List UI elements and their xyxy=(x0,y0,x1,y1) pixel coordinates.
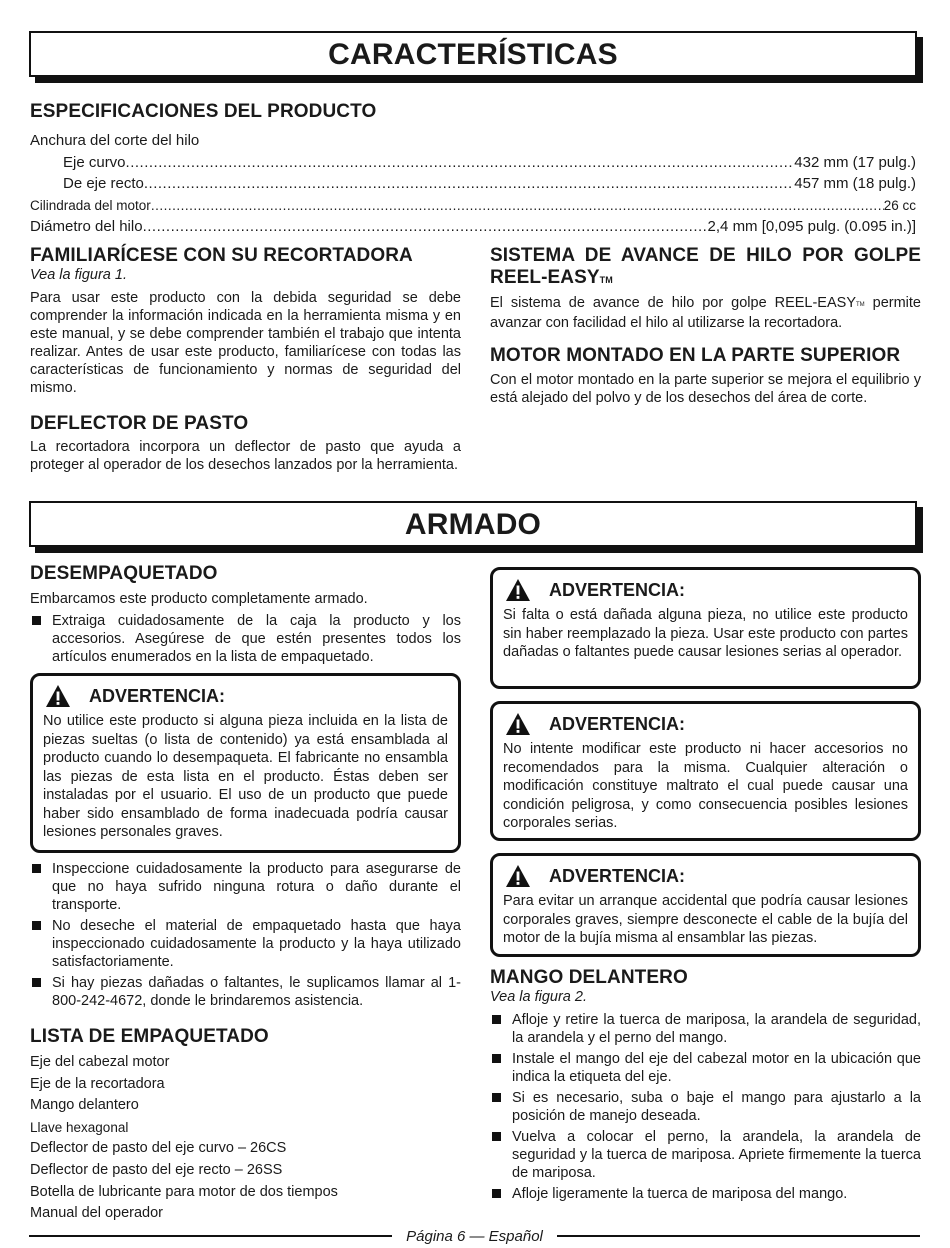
reel-easy-body-start: El sistema de avance de hilo por golpe REEL-EASY xyxy=(490,295,856,311)
front-handle-steps xyxy=(490,1011,921,1203)
spec-cut-width-label-row xyxy=(30,130,916,152)
reel-easy-heading-line2: REEL-EASY xyxy=(490,267,600,288)
list-item xyxy=(490,1128,921,1182)
spec-label: Diámetro del hilo xyxy=(30,218,143,235)
list-item xyxy=(30,917,461,971)
motor-section xyxy=(490,345,921,407)
packing-item: Deflector de pasto del eje curvo – 26CS xyxy=(30,1140,287,1157)
dot-leader xyxy=(126,152,795,174)
dot-leader xyxy=(144,173,794,195)
packing-item: Eje de la recortadora xyxy=(30,1075,165,1092)
deflector-body: La recortadora incorpora un deflector de pasto que ayuda a proteger al operador de los desechos lanzados por la herramienta. xyxy=(30,439,461,473)
section-title: ARMADO xyxy=(404,508,542,541)
reel-easy-section xyxy=(490,245,921,332)
familiarize-heading: FAMILIARÍCESE CON SU RECORTADORA xyxy=(30,245,413,266)
spec-row xyxy=(30,152,916,174)
motor-heading: MOTOR MONTADO EN LA PARTE SUPERIOR xyxy=(490,345,901,366)
section-title: CARACTERÍSTICAS xyxy=(328,38,618,71)
warning-box-missing-parts xyxy=(490,567,921,689)
footer-rule-right xyxy=(557,1235,920,1237)
spec-cut-width-label: Anchura del corte del hilo xyxy=(30,132,200,149)
unpacking-list xyxy=(30,612,461,666)
warning-box-preassembled xyxy=(30,673,461,853)
list-item-text: Afloje ligeramente la tuerca de mariposa del mango. xyxy=(512,1186,848,1202)
deflector-section xyxy=(30,413,461,474)
spec-row xyxy=(30,173,916,195)
reel-easy-heading xyxy=(490,245,921,291)
packing-list-heading: LISTA DE EMPAQUETADO xyxy=(30,1026,269,1047)
trademark-mark: TM xyxy=(599,275,613,285)
familiarize-body: Para usar este producto con la debida seguridad se debe comprender la información indicada en la herramienta misma y en este manual, y se debe comprender también el trabajo que intenta realizar. Antes de usar este producto, familiarícese con todas las características de funcionamiento y normas de seguridad del mismo. xyxy=(30,290,461,396)
square-bullet-icon xyxy=(492,1132,501,1141)
spec-value: 432 mm (17 pulg.) xyxy=(794,153,916,171)
warning-text: No utilice este producto si alguna pieza incluida en la lista de piezas sueltas (o lista de contenido) ya está ensamblada al producto cuando lo desempaqueta. El fabricante no ensambla las piezas de esta lista en el producto. Éstas deben ser instaladas por el usuario. El uso de un producto que puede haber sido ensamblado de forma inadecuada podría causar lesiones personales graves. xyxy=(43,713,448,840)
list-item-text: Instale el mango del eje del cabezal motor en la ubicación que indica la etiqueta del eje. xyxy=(512,1051,921,1085)
list-item xyxy=(30,860,461,914)
spec-label: Cilindrada del motor xyxy=(30,197,151,213)
section-banner-caracteristicas xyxy=(29,31,917,77)
unpacking-more-steps xyxy=(30,860,461,1013)
warning-header xyxy=(503,578,908,602)
list-item xyxy=(490,1089,921,1125)
list-item-text: Inspeccione cuidadosamente la producto para asegurarse de que no haya sufrido ninguna rotura o daño durante el transporte. xyxy=(52,861,461,913)
specifications-heading: ESPECIFICACIONES DEL PRODUCTO xyxy=(30,101,377,122)
figure-reference: Vea la figura 2. xyxy=(490,989,587,1005)
familiarize-section xyxy=(30,245,461,397)
list-item xyxy=(490,1011,921,1047)
square-bullet-icon xyxy=(492,1054,501,1063)
square-bullet-icon xyxy=(32,921,41,930)
list-item-text: Si es necesario, suba o baje el mango para ajustarlo a la posición de manejo deseada. xyxy=(512,1090,921,1124)
warning-box-modifications xyxy=(490,701,921,841)
square-bullet-icon xyxy=(492,1093,501,1102)
deflector-heading: DEFLECTOR DE PASTO xyxy=(30,413,249,434)
front-handle-section xyxy=(490,967,921,1206)
reel-easy-body-end: permite avanzar con facilidad el hilo al utilizarse la recortadora. xyxy=(490,295,921,331)
packing-item: Botella de lubricante para motor de dos tiempos xyxy=(30,1183,338,1200)
section-banner-armado xyxy=(29,501,917,547)
warning-text: Para evitar un arranque accidental que podría causar lesiones corporales graves, siempre desconecte el cable de la bujía del motor de la bujía misma al ensamblar las piezas. xyxy=(503,893,908,946)
unpacking-heading: DESEMPAQUETADO xyxy=(30,563,218,584)
list-item xyxy=(30,612,461,666)
warning-header xyxy=(503,864,908,888)
packing-item: Mango delantero xyxy=(30,1097,139,1114)
list-item-text: Vuelva a colocar el perno, la arandela, la arandela de seguridad y la tuerca de mariposa. Apriete firmemente la tuerca de mariposa. xyxy=(512,1129,921,1181)
dot-leader xyxy=(143,216,708,238)
dot-leader xyxy=(151,195,884,217)
unpacking-section xyxy=(30,563,461,669)
list-item-text: Si hay piezas dañadas o faltantes, le suplicamos llamar al 1-800-242-4672, donde le brindaremos asistencia. xyxy=(52,975,461,1009)
specifications-section xyxy=(30,101,916,238)
list-item-text: Extraiga cuidadosamente de la caja la producto y los accesorios. Asegúrese de que estén presentes todos los artículos enumerados en la lista de empaquetado. xyxy=(52,613,461,665)
packing-item: Deflector de pasto del eje recto – 26SS xyxy=(30,1161,283,1178)
trademark-mark: TM xyxy=(856,302,865,308)
warning-text: No intente modificar este producto ni hacer accesorios no recomendados para la misma. Cualquier alteración o modificación constituye maltrato el cual puede causar una condición peligrosa, y como consecuencia posibles lesiones corporales serias. xyxy=(503,741,908,831)
warning-triangle-icon xyxy=(45,684,71,708)
footer-rule-left xyxy=(29,1235,392,1237)
warning-label: ADVERTENCIA: xyxy=(549,865,686,886)
square-bullet-icon xyxy=(492,1189,501,1198)
spec-value: 2,4 mm [0,095 pulg. (0.095 in.)] xyxy=(707,218,916,235)
front-handle-heading: MANGO DELANTERO xyxy=(490,967,688,988)
motor-body: Con el motor montado en la parte superior se mejora el equilibrio y está alejado del polvo y de los desechos del área de corte. xyxy=(490,372,921,406)
spec-row xyxy=(30,216,916,238)
spec-label: Eje curvo xyxy=(63,153,126,171)
reel-easy-body xyxy=(490,294,921,332)
warning-triangle-icon xyxy=(505,712,531,736)
packing-list-section xyxy=(30,1026,461,1225)
square-bullet-icon xyxy=(32,616,41,625)
square-bullet-icon xyxy=(492,1015,501,1024)
warning-header xyxy=(503,712,908,736)
square-bullet-icon xyxy=(32,864,41,873)
packing-item: Eje del cabezal motor xyxy=(30,1054,170,1070)
warning-label: ADVERTENCIA: xyxy=(89,685,226,706)
warning-triangle-icon xyxy=(505,864,531,888)
reel-easy-heading-line1: SISTEMA DE AVANCE DE HILO POR GOLPE xyxy=(490,245,921,266)
warning-header xyxy=(43,684,448,708)
list-item xyxy=(30,974,461,1010)
spec-label: De eje recto xyxy=(63,175,144,192)
page-footer xyxy=(29,1226,920,1246)
spec-row xyxy=(30,195,916,217)
list-item-text: Afloje y retire la tuerca de mariposa, la arandela de seguridad, la arandela y el perno del mango. xyxy=(512,1012,921,1046)
unpacking-intro: Embarcamos este producto completamente armado. xyxy=(30,591,368,607)
warning-box-accidental-start xyxy=(490,853,921,957)
list-item xyxy=(490,1050,921,1086)
list-item xyxy=(490,1185,921,1203)
list-item-text: No deseche el material de empaquetado hasta que haya inspeccionado cuidadosamente la producto y la haya utilizado satisfactoriamente. xyxy=(52,918,461,970)
packing-item: Manual del operador xyxy=(30,1205,164,1222)
spec-value: 457 mm (18 pulg.) xyxy=(794,175,916,192)
warning-label: ADVERTENCIA: xyxy=(549,579,686,600)
warning-text: Si falta o está dañada alguna pieza, no utilice este producto sin haber reemplazado la pieza. Usar este producto con partes dañadas o faltantes puede causar lesiones serias al operador. xyxy=(503,607,908,660)
packing-item: Llave hexagonal xyxy=(30,1119,129,1135)
square-bullet-icon xyxy=(32,978,41,987)
unpacking-list xyxy=(30,860,461,1010)
warning-triangle-icon xyxy=(505,578,531,602)
spec-value: 26 cc xyxy=(883,197,916,213)
warning-label: ADVERTENCIA: xyxy=(549,713,686,734)
page-number: Página 6 — Español xyxy=(406,1227,543,1245)
figure-reference: Vea la figura 1. xyxy=(30,267,127,283)
